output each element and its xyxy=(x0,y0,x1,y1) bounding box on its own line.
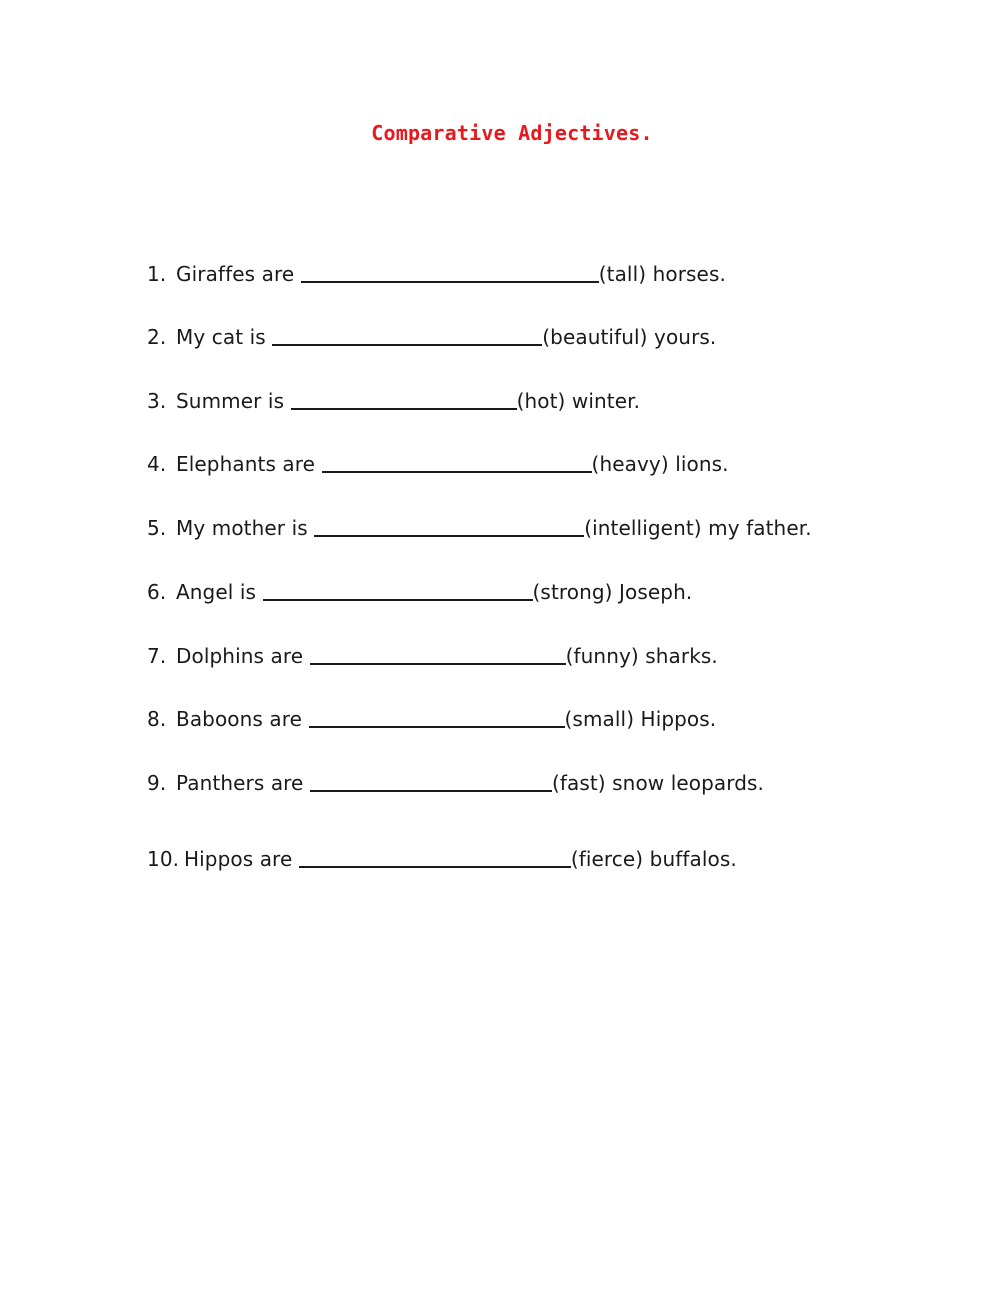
item-text: Giraffes are xyxy=(176,262,295,286)
item-hint: (funny) sharks. xyxy=(565,644,718,668)
item-number: 3. xyxy=(147,389,167,413)
item-number: 4. xyxy=(147,452,167,476)
answer-blank[interactable] xyxy=(263,579,533,601)
answer-blank[interactable] xyxy=(322,451,592,473)
item-number: 9. xyxy=(147,771,167,795)
item-hint: (beautiful) yours. xyxy=(542,325,717,349)
item-text: Angel is xyxy=(176,580,257,604)
item-text: Hippos are xyxy=(184,847,293,871)
answer-blank[interactable] xyxy=(309,706,565,728)
answer-blank[interactable] xyxy=(310,770,552,792)
item-hint: (fast) snow leopards. xyxy=(551,771,764,795)
item-text: Elephants are xyxy=(176,452,316,476)
item-number: 10. xyxy=(147,847,180,871)
answer-blank[interactable] xyxy=(310,643,566,665)
answer-blank[interactable] xyxy=(314,515,584,537)
answer-blank[interactable] xyxy=(272,324,542,346)
answer-blank[interactable] xyxy=(301,261,599,283)
item-number: 2. xyxy=(147,325,167,349)
exercise-item-1 xyxy=(147,261,726,286)
worksheet-title: Comparative Adjectives. xyxy=(371,121,653,145)
item-number: 8. xyxy=(147,707,167,731)
item-hint: (tall) horses. xyxy=(598,262,726,286)
item-hint: (heavy) lions. xyxy=(591,452,729,476)
exercise-item-7 xyxy=(147,643,718,668)
item-number: 6. xyxy=(147,580,167,604)
item-text: Summer is xyxy=(176,389,285,413)
item-text: Baboons are xyxy=(176,707,303,731)
item-hint: (small) Hippos. xyxy=(564,707,717,731)
exercise-item-4 xyxy=(147,451,729,476)
exercise-item-2 xyxy=(147,324,716,349)
item-text: My cat is xyxy=(176,325,266,349)
item-hint: (hot) winter. xyxy=(516,389,641,413)
exercise-item-5 xyxy=(147,515,812,540)
item-number: 5. xyxy=(147,516,167,540)
exercise-item-6 xyxy=(147,579,692,604)
answer-blank[interactable] xyxy=(299,846,571,868)
item-number: 1. xyxy=(147,262,167,286)
item-hint: (fierce) buffalos. xyxy=(570,847,737,871)
item-text: Panthers are xyxy=(176,771,304,795)
exercise-item-10 xyxy=(147,846,737,871)
item-number: 7. xyxy=(147,644,167,668)
item-hint: (intelligent) my father. xyxy=(584,516,812,540)
item-text: Dolphins are xyxy=(176,644,304,668)
exercise-item-9 xyxy=(147,770,764,795)
item-text: My mother is xyxy=(176,516,308,540)
answer-blank[interactable] xyxy=(291,388,517,410)
exercise-item-3 xyxy=(147,388,640,413)
exercise-item-8 xyxy=(147,706,716,731)
item-hint: (strong) Joseph. xyxy=(532,580,693,604)
